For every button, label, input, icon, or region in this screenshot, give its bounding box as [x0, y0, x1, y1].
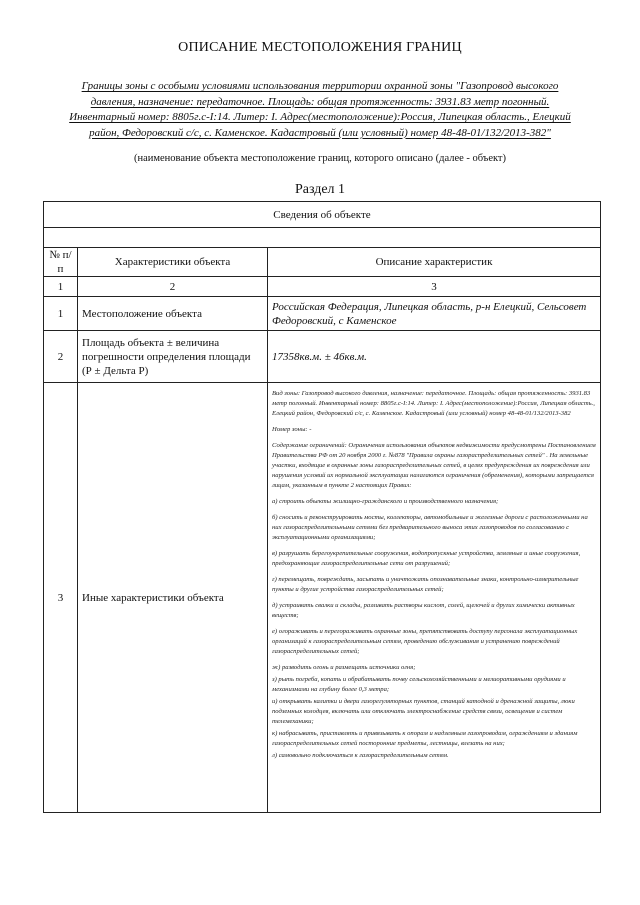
restriction-paragraph: ж) разводить огонь и размещать источники огня;: [272, 664, 416, 671]
restriction-paragraph: д) устраивать свалки и склады, разливать растворы кислот, солей, щелочей и других химически активных веществ;: [272, 602, 575, 619]
restriction-paragraph: Содержание ограничений: Ограничения использования объектов недвижимости предусмотрены Постановлением Правительства РФ от 20 ноября 2000 г. №878 "Правила охраны газораспределительных сетей" . На земельные участки, входящие в охранные зоны газораспределительных сетей, в целях предупреждения их повреждения или нарушения условий их нормальной эксплуатации налагаются ограничения (обременения), которыми запрещается лицам, указанным в пункте 2 настоящих Правил:: [272, 442, 596, 489]
restriction-paragraph: а) строить объекты жилищно-гражданского и производственного назначения;: [272, 498, 499, 505]
row-description: 17358кв.м. ± 46кв.м.: [268, 331, 601, 383]
restriction-paragraph: и) открывать калитки и двери газорегуляторных пунктов, станций катодной и дренажной защиты, люки подземных колодцев, включать или отключать электроснабжение средств связи, освещения и систем телемеханики;: [272, 698, 575, 725]
col-number-1: 1: [44, 277, 78, 297]
column-header-row: [44, 248, 601, 277]
col-number-2: 2: [78, 277, 268, 297]
row-characteristic: Местоположение объекта: [78, 297, 268, 331]
row-description: Российская Федерация, Липецкая область, р-н Елецкий, Сельсовет Федоровский, с Каменское: [268, 297, 601, 331]
restriction-paragraph: Вид зоны: Газопровод высокого давления, назначение: передаточное. Площадь: общая протяженность: 3931.83 метр погонный. Инвентарный номер: 8805г.с-I:14. Литер: I. Адрес(местоположение):Россия, Липецкая область., Елецкий район, Федоровский с/с, с. Каменское. Кадастровый (или условный) номер 48-48-01/132/2013-382: [272, 390, 595, 417]
col-header-description: Описание характеристик: [268, 248, 601, 277]
row-description-paragraphs: [268, 383, 601, 813]
table-row: [44, 297, 601, 331]
table-spacer: [44, 228, 601, 248]
table-heading-row: [44, 202, 601, 228]
restriction-paragraph: г) перемещать, повреждать, засыпать и уничтожать опознавательные знаки, контрольно-измерительные пункты и другие устройства газораспределительных сетей;: [272, 576, 579, 593]
subject-caption: (наименование объекта местоположение границ, которого описано (далее - объект): [133, 153, 507, 164]
column-number-row: [44, 277, 601, 297]
object-subject: Границы зоны с особыми условиями использования территории охранной зоны "Газопровод высокого давления, назначение: передаточное. Площадь: общая протяженность: 3931.83 метр погонный. Инвентарный номер: 8805г.с-I:14. Литер: I. Адрес(местоположение):Россия, Липецкая область., Елецкий район, Федоровский с/с, с. Каменское. Кадастровый (или условный) номер 48-48-01/132/2013-382": [69, 80, 571, 139]
restriction-paragraph: з) рыть погреба, копать и обрабатывать почву сельскохозяйственными и мелиоративными орудиями и механизмами на глубину более 0,3 метра;: [272, 676, 566, 693]
section-title: Раздел 1: [294, 182, 346, 197]
row-num: 1: [44, 297, 78, 331]
row-characteristic: Площадь объекта ± величина погрешности определения площади (Р ± Дельта Р): [78, 331, 268, 383]
restriction-paragraph: б) сносить и реконструировать мосты, коллекторы, автомобильные и железные дороги с расположенными на них газораспределительными сетями без предварительного выноса этих газопроводов по согласованию с эксплуатационными организациями;: [272, 514, 588, 541]
col-header-characteristic: Характеристики объекта: [78, 248, 268, 277]
restriction-paragraph: к) набрасывать, приставлять и привязывать к опорам и надземным газопроводам, ограждениям и зданиям газораспределительных сетей посторонние предметы, лестницы, влезать на них;: [272, 730, 578, 747]
restriction-paragraph: в) разрушать берегоукрепительные сооружения, водопропускные устройства, земляные и иные сооружения, предохраняющие газораспределительные сети от разрушений;: [272, 550, 581, 567]
row-num: 3: [44, 383, 78, 813]
row-characteristic: Иные характеристики объекта: [78, 383, 268, 813]
restriction-paragraph: Номер зоны: -: [272, 426, 312, 433]
row-num: 2: [44, 331, 78, 383]
col-number-3: 3: [268, 277, 601, 297]
document-title: ОПИСАНИЕ МЕСТОПОЛОЖЕНИЯ ГРАНИЦ: [178, 40, 462, 55]
restriction-paragraph: л) самовольно подключаться к газораспределительным сетям.: [272, 752, 449, 759]
restriction-paragraph: е) огораживать и перегораживать охранные зоны, препятствовать доступу персонала эксплуатационных организаций к газораспределительным сетям, проведению обслуживания и устранению повреждений газораспределительных сетей;: [272, 628, 578, 655]
table-row: [44, 383, 601, 813]
object-info-table: [43, 201, 601, 813]
table-spacer-row: [44, 228, 601, 248]
table-heading: Сведения об объекте: [44, 202, 601, 228]
col-header-num: № п/п: [44, 248, 78, 277]
table-row: [44, 331, 601, 383]
